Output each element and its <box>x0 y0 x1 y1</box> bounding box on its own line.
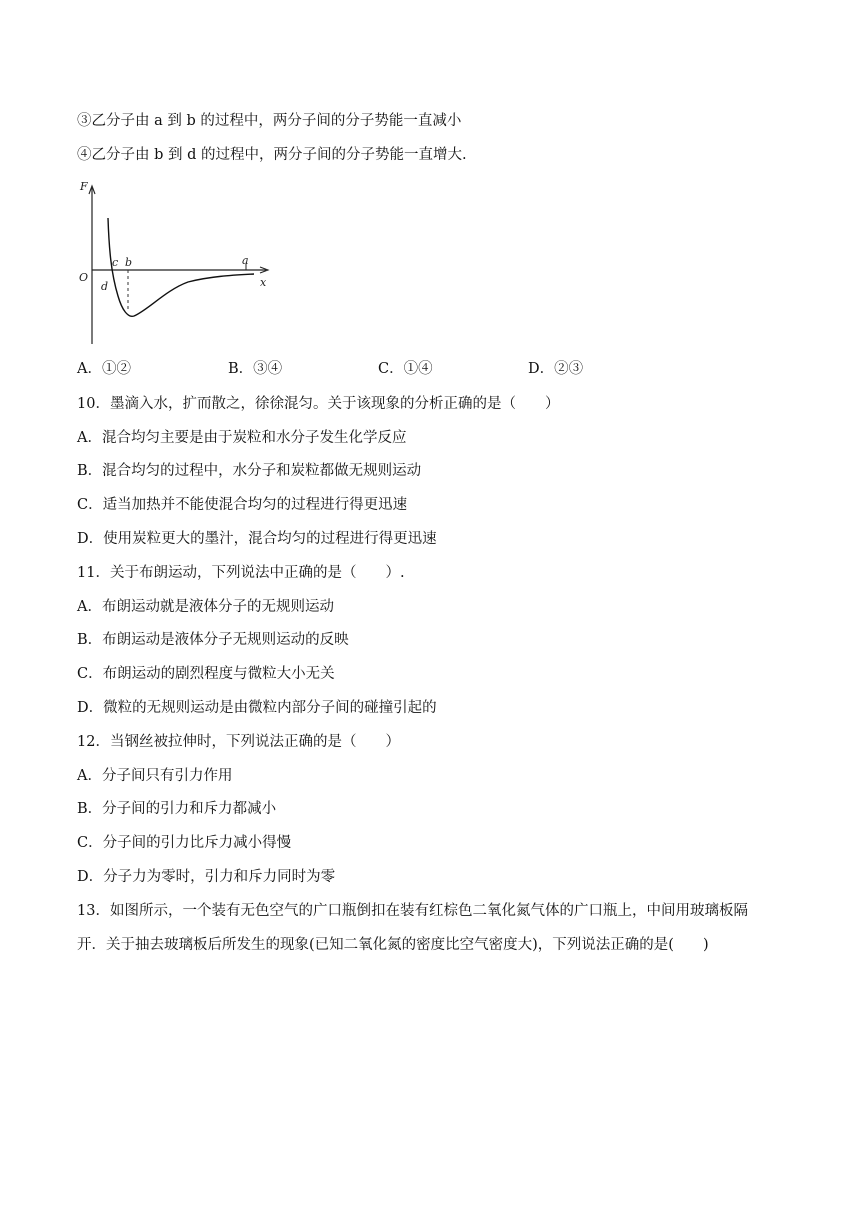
q10-stem: 10．墨滴入水，扩而散之，徐徐混匀。关于该现象的分析正确的是（ ） <box>77 396 560 412</box>
q13-stem-line-1: 13．如图所示，一个装有无色空气的广口瓶倒扣在装有红棕色二氧化氮气体的广口瓶上，中间用玻璃板隔 <box>77 903 748 919</box>
q13-stem-line-2: 开．关于抽去玻璃板后所发生的现象(已知二氧化氮的密度比空气密度大)，下列说法正确的是( ) <box>77 937 709 953</box>
q11-option-d: D．微粒的无规则运动是由微粒内部分子间的碰撞引起的 <box>77 700 437 716</box>
q12-stem: 12．当钢丝被拉伸时，下列说法正确的是（ ） <box>77 734 400 750</box>
label-O: O <box>79 271 89 284</box>
label-b: b <box>125 256 133 269</box>
q10-option-a: A．混合均匀主要是由于炭粒和水分子发生化学反应 <box>77 430 407 446</box>
label-F: F <box>80 180 88 193</box>
q11-option-a: A．布朗运动就是液体分子的无规则运动 <box>77 599 334 615</box>
q9-option-c: C．①④ <box>378 361 433 377</box>
q10-option-b: B．混合均匀的过程中，水分子和炭粒都做无规则运动 <box>77 463 422 479</box>
q9-option-b: B．③④ <box>228 361 283 377</box>
q12-option-c: C．分子间的引力比斥力减小得慢 <box>77 835 292 851</box>
statement-4: ④乙分子由 b 到 d 的过程中，两分子间的分子势能一直增大. <box>77 147 467 163</box>
q10-option-d: D．使用炭粒更大的墨汁，混合均匀的过程进行得更迅速 <box>77 531 437 547</box>
q10-option-c: C．适当加热并不能使混合均匀的过程进行得更迅速 <box>77 497 408 513</box>
label-x: x <box>260 276 267 289</box>
q11-option-c: C．布朗运动的剧烈程度与微粒大小无关 <box>77 666 335 682</box>
statement-3: ③乙分子由 a 到 b 的过程中，两分子间的分子势能一直减小 <box>77 113 462 129</box>
q11-option-b: B．布朗运动是液体分子无规则运动的反映 <box>77 632 349 648</box>
q9-option-a: A．①② <box>77 361 131 377</box>
q12-option-d: D．分子力为零时，引力和斥力同时为零 <box>77 869 336 885</box>
q12-option-b: B．分子间的引力和斥力都减小 <box>77 801 277 817</box>
q12-option-a: A．分子间只有引力作用 <box>77 768 233 784</box>
q11-stem: 11．关于布朗运动，下列说法中正确的是（ ）. <box>77 565 405 581</box>
q9-option-d: D．②③ <box>528 361 584 377</box>
label-a: a <box>242 254 249 267</box>
label-d: d <box>101 280 109 293</box>
force-distance-graph <box>76 178 282 346</box>
label-c: c <box>112 256 119 269</box>
